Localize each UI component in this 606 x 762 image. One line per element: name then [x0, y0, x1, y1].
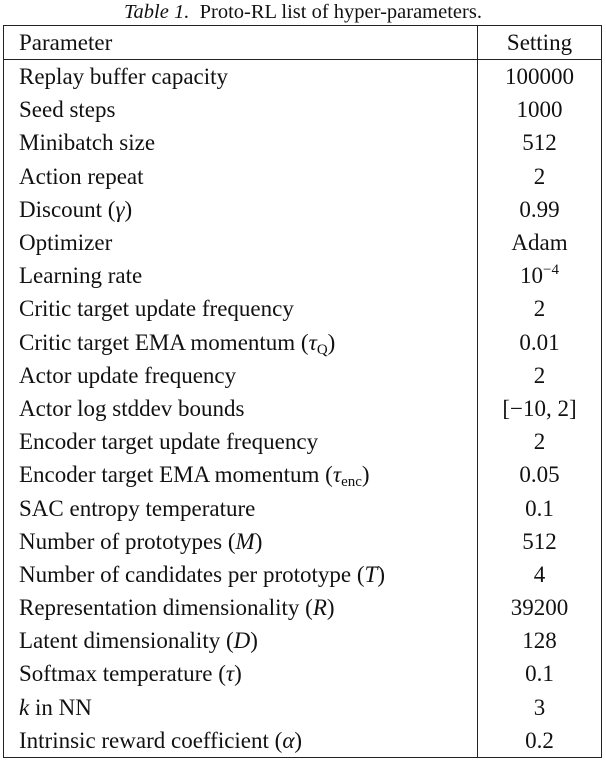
parameter-cell [4, 624, 478, 657]
setting-cell [478, 558, 602, 591]
parameter-cell [4, 657, 478, 690]
text: 0.99 [519, 196, 560, 222]
text: 1000 [516, 97, 563, 123]
setting-cell [478, 326, 602, 359]
text: 3 [533, 694, 546, 720]
parameter-cell [4, 60, 478, 94]
table-row [4, 259, 602, 292]
text: 512 [522, 130, 557, 156]
parameter-cell [4, 93, 478, 126]
text: 0.1 [525, 495, 554, 521]
parameter-cell [4, 724, 478, 758]
parameter-cell [4, 259, 478, 292]
parameter-cell [4, 558, 478, 591]
table-row [4, 60, 602, 94]
setting-cell [478, 126, 602, 159]
parameter-cell [4, 126, 478, 159]
table-row [4, 193, 602, 226]
table-row [4, 724, 602, 758]
parameter-cell [4, 525, 478, 558]
table-row [4, 126, 602, 159]
text: 0.1 [525, 661, 554, 687]
text: 4 [533, 561, 546, 587]
text: 2 [533, 429, 546, 455]
parameter-cell [4, 193, 478, 226]
subscript: Q [316, 341, 328, 358]
subscript: enc [341, 474, 362, 491]
table-caption [0, 0, 606, 24]
table-row [4, 691, 602, 724]
text: 100000 [505, 64, 574, 90]
text: ) [294, 727, 303, 753]
parameter-cell [4, 591, 478, 624]
setting-cell [478, 458, 602, 491]
math-symbol: M [235, 528, 255, 554]
parameter-cell [4, 359, 478, 392]
text: ) [361, 462, 370, 488]
setting-cell [478, 691, 602, 724]
math-symbol: τ [332, 462, 342, 488]
math-symbol: γ [115, 196, 125, 222]
parameter-cell [4, 326, 478, 359]
text: 0.2 [525, 727, 554, 753]
text: Number of candidates per prototype ( [19, 561, 365, 587]
text: 512 [522, 528, 557, 554]
setting-cell [478, 624, 602, 657]
table-row [4, 292, 602, 325]
text: Critic target EMA momentum ( [19, 329, 309, 355]
table-row [4, 591, 602, 624]
table-row [4, 558, 602, 591]
table-row [4, 326, 602, 359]
table-row [4, 458, 602, 491]
parameter-cell [4, 226, 478, 259]
header-parameter: Parameter [4, 26, 478, 60]
parameter-cell [4, 691, 478, 724]
text: [−10, 2] [502, 395, 577, 421]
text: Critic target update frequency [19, 296, 294, 322]
table-row [4, 491, 602, 524]
text: ) [327, 329, 336, 355]
setting-cell [478, 60, 602, 94]
math-symbol: D [233, 628, 251, 654]
setting-cell [478, 724, 602, 758]
caption-text: Proto-RL list of hyper-parameters. [199, 1, 482, 23]
table-row [4, 624, 602, 657]
text: ) [250, 628, 258, 654]
text: Representation dimensionality ( [19, 595, 313, 621]
table-row [4, 93, 602, 126]
setting-cell [478, 259, 602, 292]
text: Optimizer [19, 230, 113, 256]
math-symbol: T [364, 561, 378, 587]
setting-cell [478, 425, 602, 458]
text: Discount ( [19, 196, 116, 222]
setting-cell [478, 525, 602, 558]
setting-cell [478, 657, 602, 690]
text: 2 [533, 163, 546, 189]
parameter-cell [4, 392, 478, 425]
caption-label: Table 1. [124, 1, 190, 23]
math-symbol: k [19, 694, 30, 720]
text: Intrinsic reward coefficient ( [19, 727, 283, 753]
table-row [4, 657, 602, 690]
setting-cell [478, 226, 602, 259]
setting-cell [478, 160, 602, 193]
text: ) [234, 661, 242, 687]
setting-cell [478, 193, 602, 226]
table-row [4, 392, 602, 425]
parameter-cell [4, 491, 478, 524]
table-row [4, 359, 602, 392]
math-symbol: R [312, 595, 327, 621]
text: Minibatch size [19, 130, 156, 156]
parameter-cell [4, 160, 478, 193]
text: Number of prototypes ( [19, 528, 236, 554]
text: Softmax temperature ( [19, 661, 226, 687]
text: ) [326, 595, 335, 621]
superscript: −4 [543, 262, 559, 279]
text: Encoder target EMA momentum ( [19, 462, 333, 488]
text: ) [377, 561, 385, 587]
text: Actor log stddev bounds [19, 395, 245, 421]
text: 128 [522, 628, 557, 654]
table-row [4, 160, 602, 193]
parameter-cell [4, 458, 478, 491]
text: 2 [533, 362, 546, 388]
text: 39200 [510, 595, 569, 621]
text: Replay buffer capacity [19, 64, 229, 90]
text: Adam [511, 230, 568, 256]
header-row [4, 26, 602, 60]
parameter-cell [4, 292, 478, 325]
setting-cell [478, 93, 602, 126]
text: SAC entropy temperature [19, 495, 256, 521]
math-symbol: α [282, 727, 295, 753]
setting-cell [478, 292, 602, 325]
text: Encoder target update frequency [19, 429, 319, 455]
table-row [4, 226, 602, 259]
hyperparameter-table [3, 25, 602, 758]
setting-cell [478, 591, 602, 624]
parameter-cell [4, 425, 478, 458]
setting-cell [478, 359, 602, 392]
setting-cell [478, 392, 602, 425]
text: Learning rate [19, 263, 143, 289]
text: Seed steps [19, 97, 116, 123]
math-symbol: τ [225, 661, 235, 687]
setting-cell [478, 491, 602, 524]
text: 2 [533, 296, 546, 322]
table-row [4, 525, 602, 558]
text: in NN [29, 694, 92, 720]
text: ) [254, 528, 263, 554]
text: Latent dimensionality ( [19, 628, 234, 654]
text: 10 [520, 263, 544, 289]
text: 0.05 [519, 462, 560, 488]
text: Actor update frequency [19, 362, 237, 388]
math-symbol: τ [308, 329, 317, 355]
text: 0.01 [519, 329, 560, 355]
text: Action repeat [19, 163, 144, 189]
text: ) [124, 196, 133, 222]
table-row [4, 425, 602, 458]
header-setting: Setting [478, 26, 602, 60]
